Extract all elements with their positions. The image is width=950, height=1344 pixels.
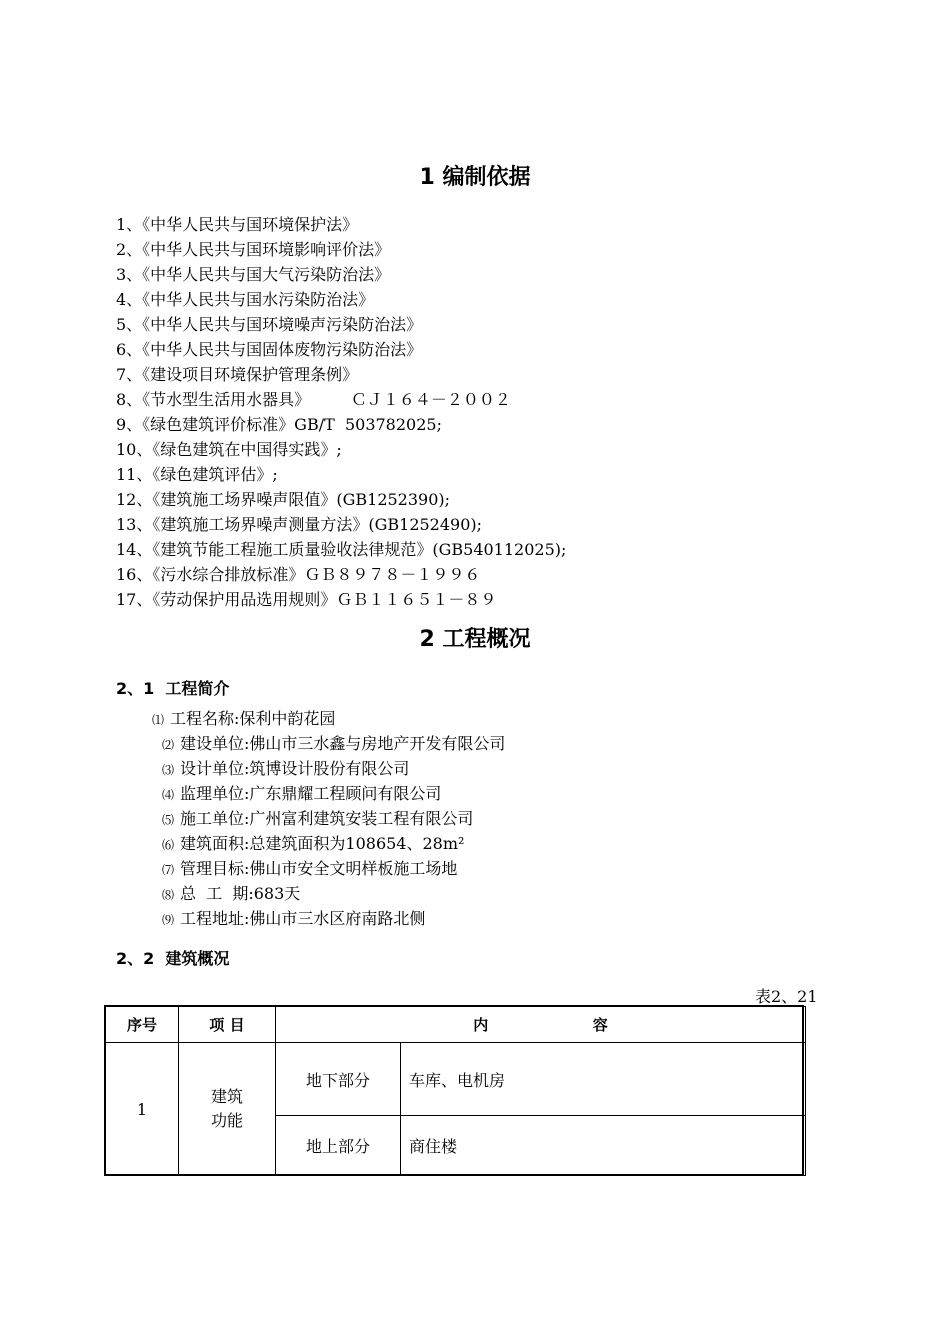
reference-item: 16、《污水综合排放标准》ＧＢ８９７８－１９９６ xyxy=(116,565,481,584)
item-text: 设计单位:筑博设计股份有限公司 xyxy=(180,759,410,778)
reference-item: 6、《中华人民共与国固体废物污染防治法》 xyxy=(116,340,423,359)
reference-item: 17、《劳动保护用品选用规则》ＧＢ１１６５１－８９ xyxy=(116,590,497,609)
reference-item: 10、《绿色建筑在中国得实践》; xyxy=(116,440,342,459)
cell-content: 车库、电机房 xyxy=(401,1043,806,1116)
item-text: 工程名称:保利中韵花园 xyxy=(170,709,336,728)
item-number: ⑻ xyxy=(162,888,175,902)
project-info-item xyxy=(162,881,300,908)
cell-part: 地上部分 xyxy=(276,1116,401,1176)
project-info-item xyxy=(152,706,335,733)
cell-seq: 1 xyxy=(106,1043,179,1176)
reference-item: 1、《中华人民共与国环境保护法》 xyxy=(116,215,359,234)
item-text: 管理目标:佛山市安全文明样板施工场地 xyxy=(180,859,458,878)
header-content: 内 容 xyxy=(276,1007,806,1043)
item-text: 监理单位:广东鼎耀工程顾问有限公司 xyxy=(180,784,442,803)
item-number: ⑶ xyxy=(162,763,175,777)
project-info-item xyxy=(162,831,464,858)
reference-item: 11、《绿色建筑评估》; xyxy=(116,465,278,484)
project-info-item xyxy=(162,781,441,808)
cell-part: 地下部分 xyxy=(276,1043,401,1116)
header-seq: 序号 xyxy=(106,1007,179,1043)
item-number: ⑹ xyxy=(162,838,175,852)
building-overview-table xyxy=(105,1006,806,1176)
reference-item: 5、《中华人民共与国环境噪声污染防治法》 xyxy=(116,315,423,334)
section-2-title: 2 工程概况 xyxy=(419,627,531,652)
reference-item: 7、《建设项目环境保护管理条例》 xyxy=(116,365,359,384)
table-row xyxy=(106,1043,806,1116)
item-number: ⑵ xyxy=(162,738,175,752)
item-text: 建设单位:佛山市三水鑫与房地产开发有限公司 xyxy=(180,734,506,753)
reference-item: 4、《中华人民共与国水污染防治法》 xyxy=(116,290,375,309)
subsection-2-1-title: 2、1 工程简介 xyxy=(116,679,230,698)
project-info-item xyxy=(162,756,409,783)
item-text: 施工单位:广州富利建筑安装工程有限公司 xyxy=(180,809,474,828)
table-header-row xyxy=(106,1007,806,1043)
item-number: ⑸ xyxy=(162,813,175,827)
item-number: ⑼ xyxy=(162,913,175,927)
item-text: 总 工 期:683天 xyxy=(180,884,301,903)
project-info-item xyxy=(162,731,505,758)
project-info-item xyxy=(162,806,473,833)
item-number: ⑷ xyxy=(162,788,175,802)
item-number: ⑺ xyxy=(162,863,175,877)
cell-content: 商住楼 xyxy=(401,1116,806,1176)
reference-item: 14、《建筑节能工程施工质量验收法律规范》(GB540112025); xyxy=(116,540,567,559)
project-info-item xyxy=(162,856,457,883)
subsection-2-2-title: 2、2 建筑概况 xyxy=(116,949,230,968)
reference-item: 8、《节水型生活用水器具》 ＣＪ１６４－２００２ xyxy=(116,390,511,409)
reference-item: 12、《建筑施工场界噪声限值》(GB1252390); xyxy=(116,490,451,509)
item-text: 工程地址:佛山市三水区府南路北侧 xyxy=(180,909,426,928)
table-caption: 表2、21 xyxy=(755,987,818,1006)
project-info-item xyxy=(162,906,425,933)
reference-item: 3、《中华人民共与国大气污染防治法》 xyxy=(116,265,391,284)
section-1-title: 1 编制依据 xyxy=(419,165,531,190)
header-item: 项 目 xyxy=(179,1007,276,1043)
reference-item: 13、《建筑施工场界噪声测量方法》(GB1252490); xyxy=(116,515,483,534)
item-number: ⑴ xyxy=(152,713,165,727)
cell-item: 建筑 功能 xyxy=(179,1043,276,1176)
reference-item: 2、《中华人民共与国环境影响评价法》 xyxy=(116,240,391,259)
reference-item: 9、《绿色建筑评价标准》GB/T 503782025; xyxy=(116,415,442,434)
item-text: 建筑面积:总建筑面积为108654、28m² xyxy=(180,834,465,853)
